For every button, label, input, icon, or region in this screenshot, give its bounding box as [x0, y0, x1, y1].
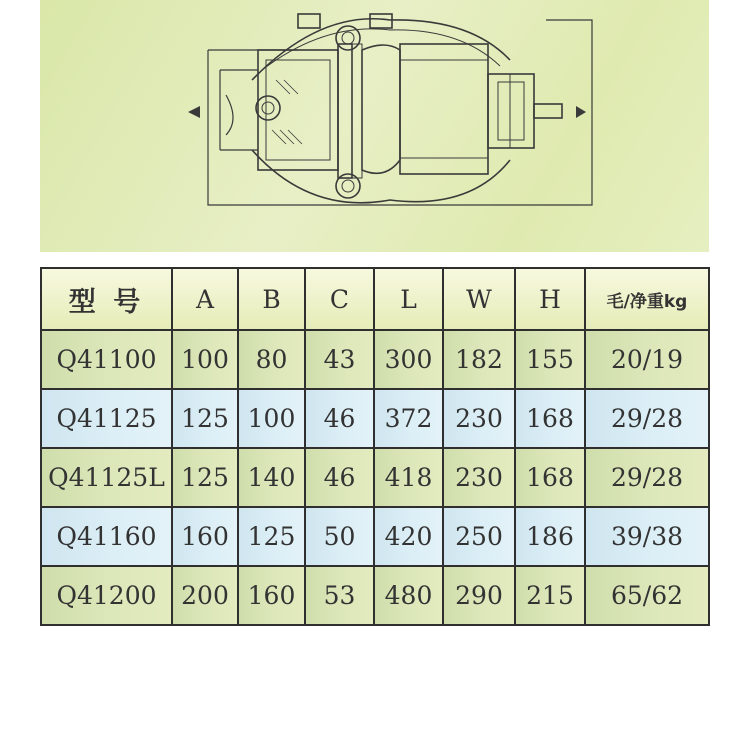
table-row [41, 507, 709, 566]
cell-weight: 39/38 [585, 507, 709, 566]
cell-w: 182 [443, 330, 515, 389]
header-model: 型 号 [41, 268, 172, 330]
header-b: B [238, 268, 305, 330]
cell-a: 100 [172, 330, 238, 389]
header-a: A [172, 268, 238, 330]
cell-l: 372 [374, 389, 443, 448]
spec-table [40, 267, 710, 626]
cell-c: 53 [305, 566, 374, 625]
cell-c: 50 [305, 507, 374, 566]
header-weight: 毛/净重kg [585, 268, 709, 330]
header-h: H [515, 268, 585, 330]
cell-w: 230 [443, 448, 515, 507]
table-row [41, 330, 709, 389]
cell-model: Q41160 [41, 507, 172, 566]
cell-h: 186 [515, 507, 585, 566]
cell-a: 200 [172, 566, 238, 625]
vise-technical-drawing [40, 0, 709, 252]
cell-h: 155 [515, 330, 585, 389]
cell-a: 125 [172, 448, 238, 507]
header-l: L [374, 268, 443, 330]
cell-model: Q41125 [41, 389, 172, 448]
cell-b: 160 [238, 566, 305, 625]
cell-w: 290 [443, 566, 515, 625]
table-row [41, 448, 709, 507]
cell-a: 160 [172, 507, 238, 566]
cell-l: 480 [374, 566, 443, 625]
cell-l: 420 [374, 507, 443, 566]
cell-c: 43 [305, 330, 374, 389]
dimension-arrow-left [188, 106, 200, 118]
cell-model: Q41100 [41, 330, 172, 389]
cell-weight: 65/62 [585, 566, 709, 625]
header-w: W [443, 268, 515, 330]
table-row [41, 389, 709, 448]
cell-c: 46 [305, 389, 374, 448]
cell-l: 300 [374, 330, 443, 389]
cell-b: 125 [238, 507, 305, 566]
cell-model: Q41125L [41, 448, 172, 507]
dimension-arrow-right [576, 106, 586, 118]
cell-b: 80 [238, 330, 305, 389]
cell-h: 168 [515, 448, 585, 507]
vise-drawing-panel [40, 0, 709, 252]
cell-weight: 29/28 [585, 448, 709, 507]
cell-b: 100 [238, 389, 305, 448]
cell-weight: 20/19 [585, 330, 709, 389]
cell-h: 168 [515, 389, 585, 448]
cell-a: 125 [172, 389, 238, 448]
cell-l: 418 [374, 448, 443, 507]
cell-model: Q41200 [41, 566, 172, 625]
cell-b: 140 [238, 448, 305, 507]
cell-c: 46 [305, 448, 374, 507]
cell-h: 215 [515, 566, 585, 625]
cell-weight: 29/28 [585, 389, 709, 448]
cell-w: 250 [443, 507, 515, 566]
table-row [41, 566, 709, 625]
header-row [41, 268, 709, 330]
header-c: C [305, 268, 374, 330]
cell-w: 230 [443, 389, 515, 448]
